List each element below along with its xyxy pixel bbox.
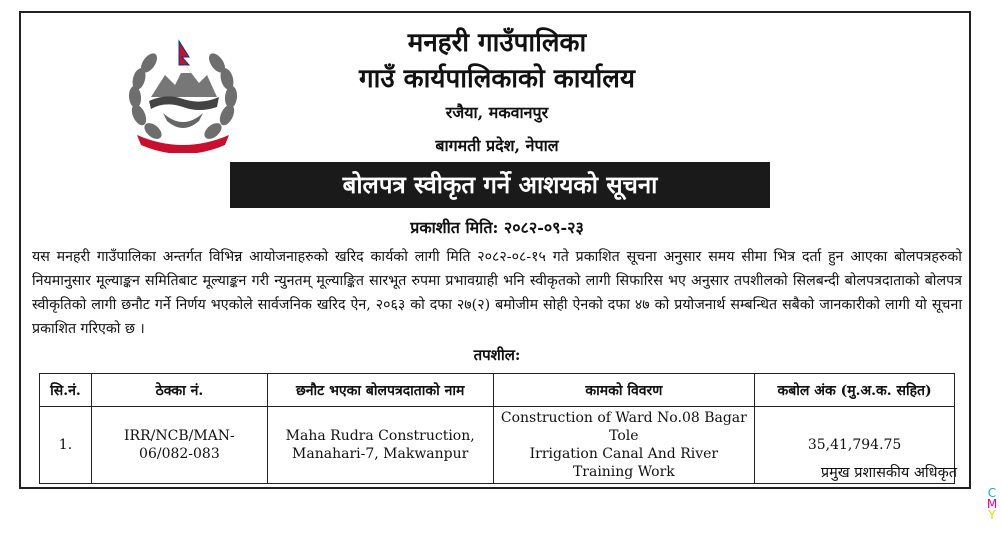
signature-title: प्रमुख प्रशासकीय अधिकृत — [820, 465, 957, 481]
province-line: बागमती प्रदेश, नेपाल — [435, 136, 559, 155]
results-table — [39, 373, 955, 484]
header-sn: सि.नं. — [40, 374, 92, 407]
work-line1: Construction of Ward No.08 Bagar Tole — [500, 410, 747, 444]
office-name: गाउँ कार्यपालिकाको कार्यालय — [359, 64, 635, 94]
cell-bid-amount: 35,41,794.75 — [755, 407, 955, 484]
notice-title-banner: बोलपत्र स्वीकृत गर्ने आशयको सूचना — [230, 162, 770, 208]
contract-no-line2: 06/082-083 — [139, 446, 220, 462]
print-mark-magenta: M — [986, 497, 998, 511]
details-label: तपशील: — [473, 346, 521, 364]
print-registration-marks — [986, 488, 998, 521]
cell-bidder-name — [267, 407, 493, 484]
bidder-line2: Manahari-7, Makwanpur — [292, 446, 469, 462]
print-mark-yellow: Y — [988, 508, 996, 522]
published-date: प्रकाशीत मिति: २०८२-०९-२३ — [410, 218, 584, 237]
header-contract-no: ठेक्का नं. — [91, 374, 267, 407]
work-line2: Irrigation Canal And River Training Work — [529, 446, 719, 480]
header-bidder-name: छनौट भएका बोलपत्रदाताको नाम — [267, 374, 493, 407]
table-header-row — [40, 374, 955, 407]
cell-work-description — [493, 407, 755, 484]
header-bid-amount: कबोल अंक (मु.अ.क. सहित) — [755, 374, 955, 407]
office-address: रजैया, मकवानपुर — [445, 103, 549, 122]
notice-body — [32, 245, 962, 341]
table-row — [40, 407, 955, 484]
bidder-line1: Maha Rudra Construction, — [285, 428, 475, 444]
contract-no-line1: IRR/NCB/MAN- — [124, 428, 235, 444]
header-work-description: कामको विवरण — [493, 374, 755, 407]
print-mark-cyan: C — [987, 486, 997, 500]
notice-frame — [19, 11, 971, 489]
cell-contract-no — [91, 407, 267, 484]
notice-paragraph: यस मनहरी गाउँपालिका अन्तर्गत विभिन्न आयोजनाहरुको खरिद कार्यको लागी मिति २०८२-०८-१५ गते प्रकाशित सूचना अनुसार समय सीमा भित्र दर्ता हुन आएका बोलपत्रहरुको नियमानुसार मूल्याङ्कन समितिबाट मूल्याङ्कन गरी न्युनतम् मूल्याङ्कित सारभूत रुपमा प्रभावग्राही भनि स्वीकृतको लागी सिफारिस भए अनुसार तपशीलको सिलबन्दी बोलपत्रदाताको बोलपत्र स्वीकृतिको लागी छनौट गर्ने निर्णय भएकोले सार्वजनिक खरिद ऐन, २०६३ को दफा २७(२) बमोजीम सोही ऐनको दफा ४७ को प्रयोजनार्थ सम्बन्धित सबैको जानकारीको लागी यो सूचना प्रकाशित गरिएको छ । — [32, 249, 962, 337]
municipality-name: मनहरी गाउँपालिका — [407, 28, 587, 58]
cell-sn: 1. — [40, 407, 92, 484]
